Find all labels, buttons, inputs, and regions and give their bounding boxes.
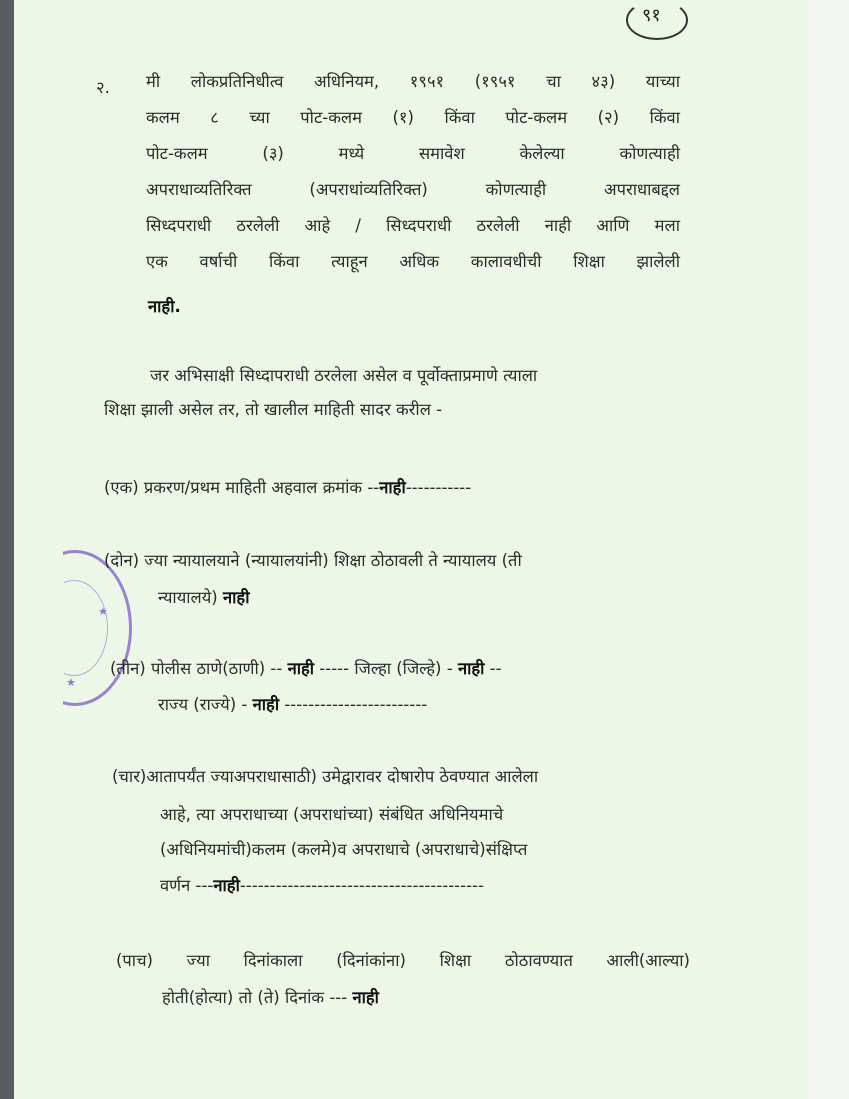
answer-value: नाही — [252, 695, 280, 714]
item-char-line: वर्णन ---नाही----------------------------------------- — [160, 876, 484, 895]
answer-value: नाही — [457, 659, 485, 678]
stamp-star-icon: ★ — [66, 676, 76, 689]
answer-value: नाही — [287, 659, 315, 678]
item2-line: अपराधाव्यतिरिक्त (अपराधांव्यतिरिक्त) कोणत्याही अपराधाबद्दल — [146, 180, 680, 199]
item-teen-line: (तीन) पोलीस ठाणे(ठाणी) -- नाही ----- जिल्हा (जिल्हे) - नाही -- — [110, 659, 502, 678]
intro-line: शिक्षा झाली असेल तर, तो खालील माहिती सादर करील - — [104, 400, 443, 419]
item-pach-line: होती(होत्या) तो (ते) दिनांक --- नाही — [162, 988, 379, 1007]
answer-value: नाही — [223, 588, 250, 607]
item2-line: एक वर्षाची किंवा त्याहून अधिक कालावधीची शिक्षा झालेली — [146, 252, 680, 271]
item-number: २. — [96, 78, 110, 97]
item2-line: सिध्दपराधी ठरलेली आहे / सिध्दपराधी ठरलेली नाही आणि मला — [146, 216, 680, 235]
answer-value: नाही — [379, 478, 406, 497]
stamp-star-icon: ★ — [98, 605, 108, 618]
item-ek: (एक) प्रकरण/प्रथम माहिती अहवाल क्रमांक --नाही----------- — [104, 478, 472, 497]
item-teen-line: राज्य (राज्ये) - नाही ------------------------ — [158, 695, 428, 714]
item2-line: पोट-कलम (३) मध्ये समावेश केलेल्या कोणत्याही — [146, 144, 680, 163]
item-char-line: आहे, त्या अपराधाच्या (अपराधांच्या) संबंधित अधिनियमाचे — [160, 805, 504, 824]
item-char-line: (चार)आतापर्यंत ज्याअपराधासाठी) उमेद्वारावर दोषारोप ठेवण्यात आलेला — [112, 767, 539, 786]
item-pach-line: (पाच) ज्या दिनांकाला (दिनांकांना) शिक्षा ठोठावण्यात आली(आल्या) — [116, 951, 690, 970]
page-edge — [808, 0, 849, 1099]
document-page — [14, 0, 826, 1099]
item2-last-line: नाही. — [148, 297, 181, 316]
answer-value: नाही — [213, 876, 240, 895]
page-number: ९१ — [642, 5, 661, 26]
intro-line: जर अभिसाक्षी सिध्दापराधी ठरलेला असेल व पूर्वोक्ताप्रमाणे त्याला — [150, 366, 538, 385]
item2-line: मी लोकप्रतिनिधीत्व अधिनियम, १९५१ (१९५१ चा ४३) याच्या — [146, 72, 680, 91]
answer-value: नाही — [352, 988, 379, 1007]
item-don-line: न्यायालये) नाही — [158, 588, 250, 607]
item2-line: कलम ८ च्या पोट-कलम (१) किंवा पोट-कलम (२) किंवा — [146, 108, 680, 127]
item-don-line: (दोन) ज्या न्यायालयाने (न्यायालयांनी) शिक्षा ठोठावली ते न्यायालय (ती — [104, 551, 522, 570]
item-char-line: (अधिनियमांची)कलम (कलमे)व अपराधाचे (अपराधाचे)संक्षिप्त — [160, 840, 528, 859]
